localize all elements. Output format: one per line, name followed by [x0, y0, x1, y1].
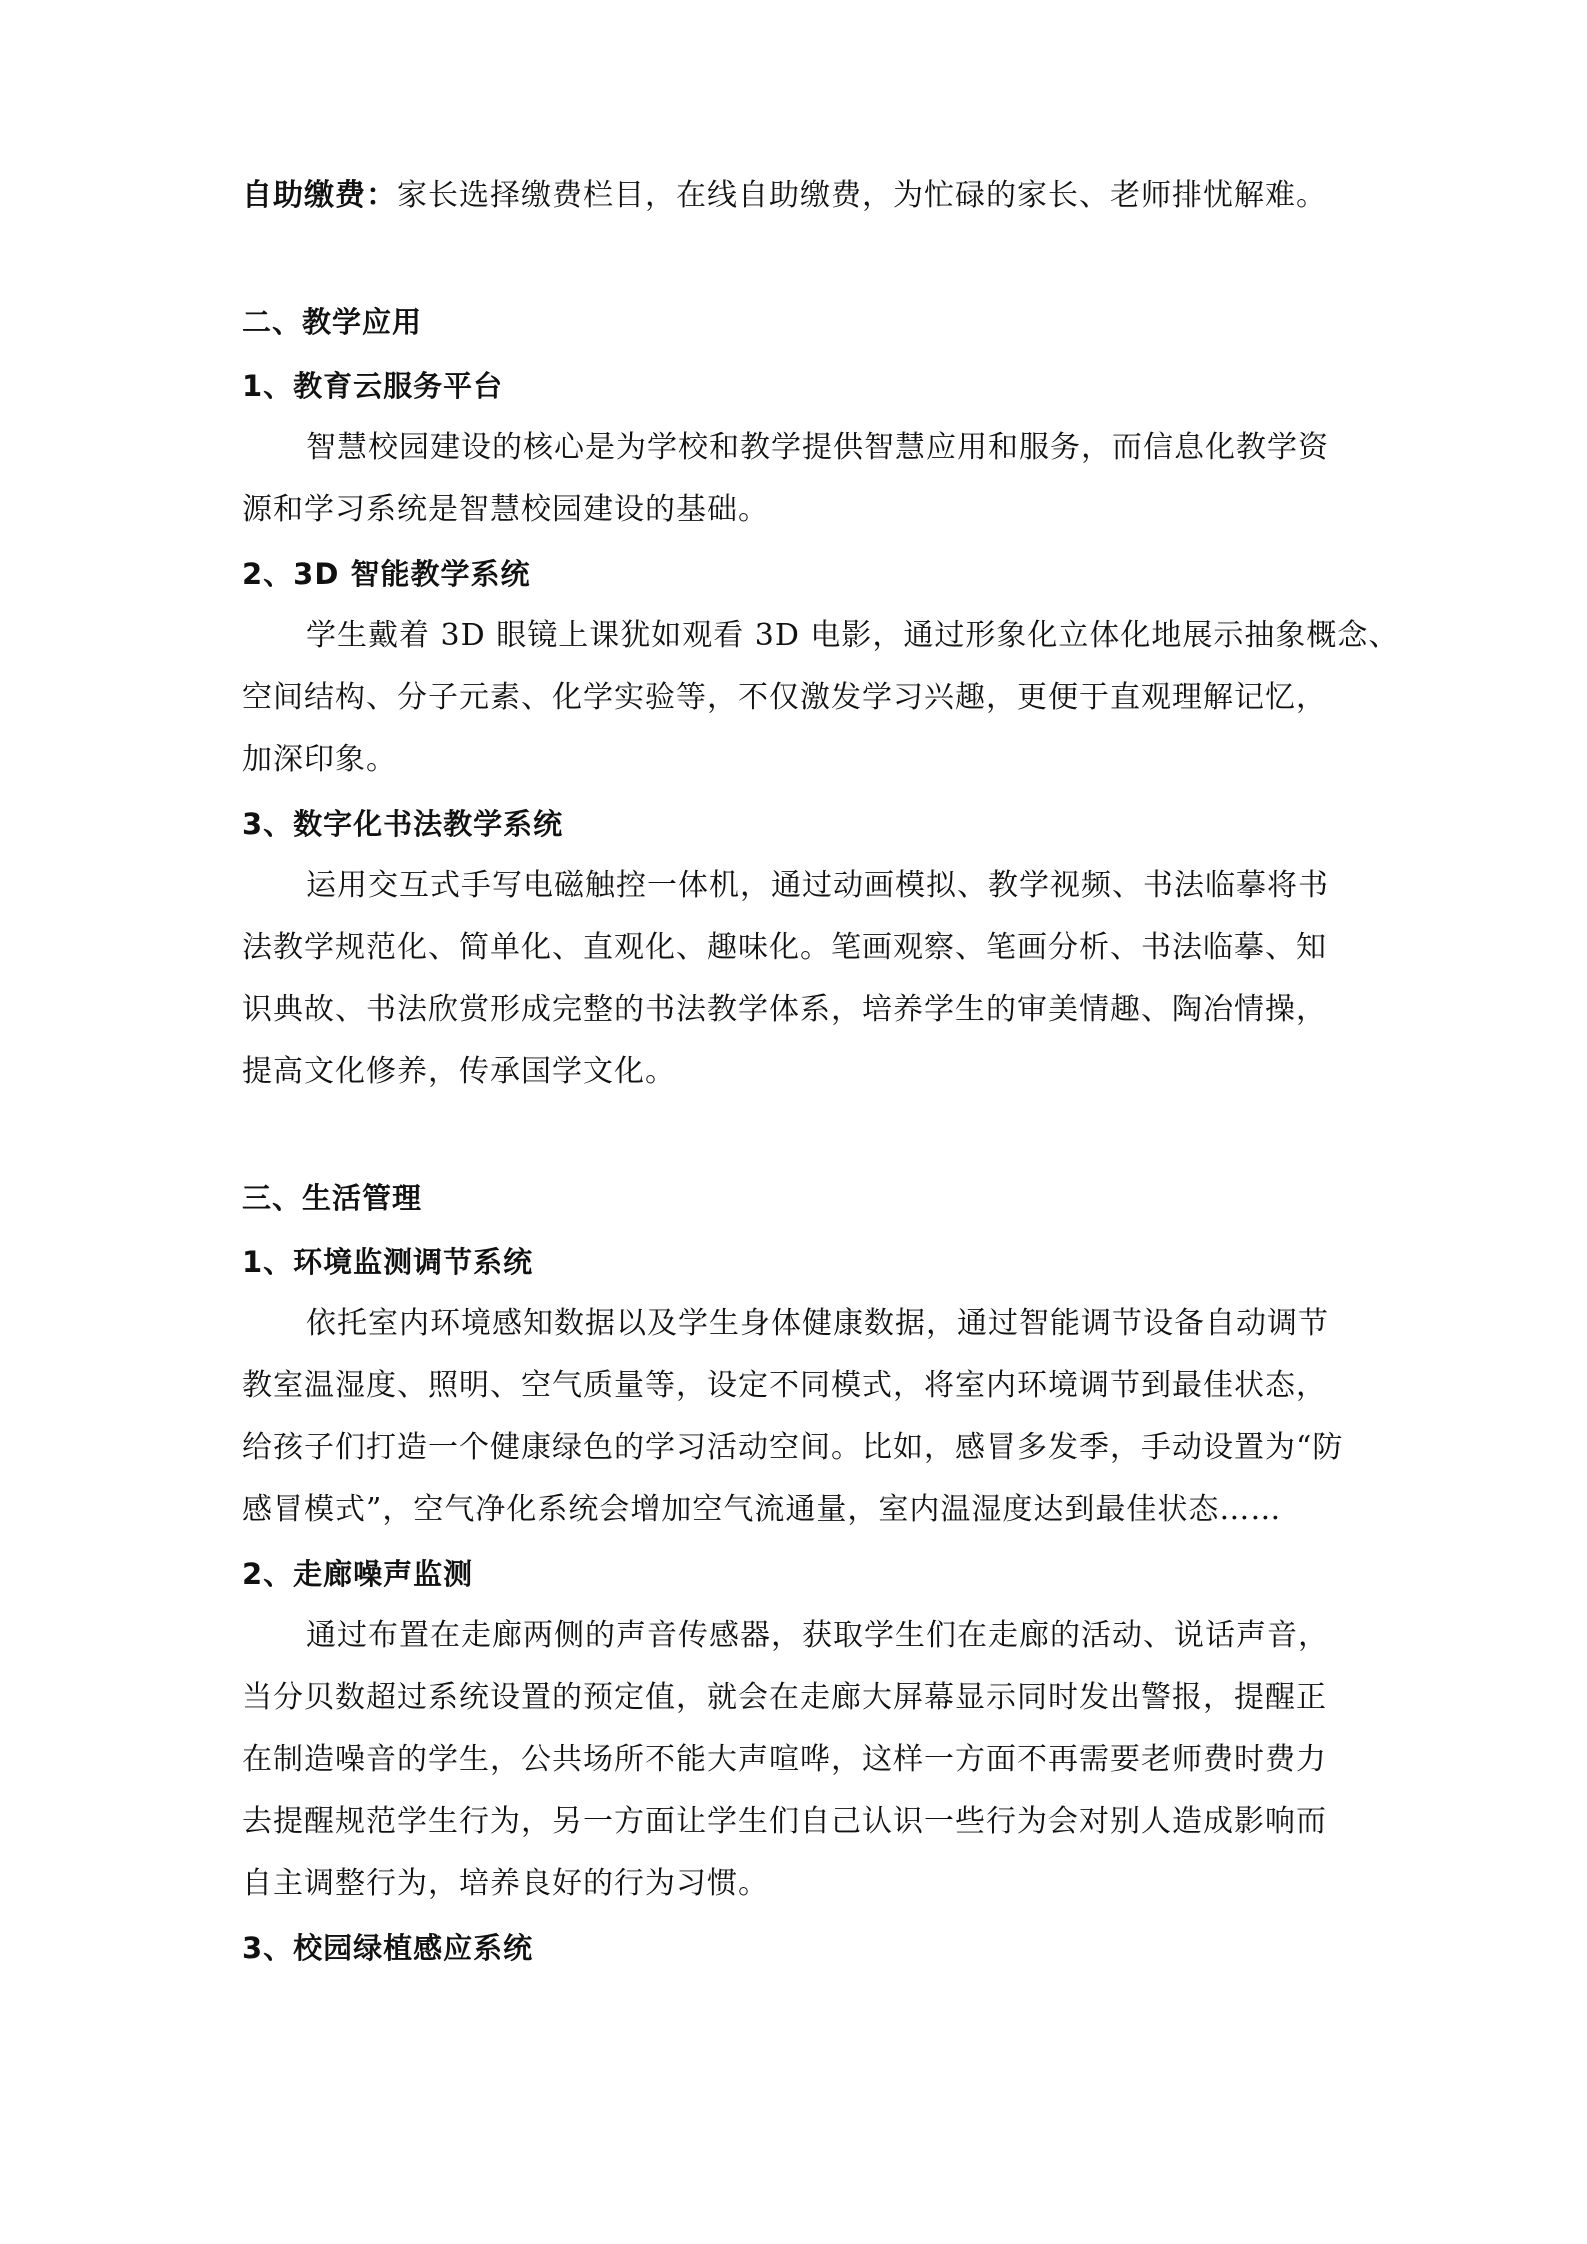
- section-3-item-1-heading: 1、环境监测调节系统: [242, 1245, 534, 1279]
- paragraph-line: 感冒模式”，空气净化系统会增加空气流通量，室内温湿度达到最佳状态……: [242, 1492, 1282, 1527]
- paragraph-line: 运用交互式手写电磁触控一体机，通过动画模拟、教学视频、书法临摹将书: [306, 868, 1329, 903]
- section-2-item-3-heading: 3、数字化书法教学系统: [242, 807, 564, 841]
- paragraph-line: 教室温湿度、照明、空气质量等，设定不同模式，将室内环境调节到最佳状态，: [242, 1368, 1327, 1403]
- paragraph-line: 通过布置在走廊两侧的声音传感器，获取学生们在走廊的活动、说话声音，: [306, 1618, 1329, 1653]
- paragraph-line: 学生戴着 3D 眼镜上课犹如观看 3D 电影，通过形象化立体化地展示抽象概念、: [306, 618, 1400, 653]
- paragraph-line: 加深印象。: [242, 742, 397, 777]
- intro-paragraph: [242, 176, 1327, 216]
- paragraph-line: 提高文化修养，传承国学文化。: [242, 1054, 676, 1089]
- paragraph-line: 识典故、书法欣赏形成完整的书法教学体系，培养学生的审美情趣、陶冶情操，: [242, 992, 1327, 1027]
- paragraph-line: 给孩子们打造一个健康绿色的学习活动空间。比如，感冒多发季，手动设置为“防: [242, 1430, 1344, 1465]
- paragraph-line: 依托室内环境感知数据以及学生身体健康数据，通过智能调节设备自动调节: [306, 1306, 1329, 1341]
- paragraph-line: 空间结构、分子元素、化学实验等，不仅激发学习兴趣，更便于直观理解记忆，: [242, 680, 1327, 715]
- intro-text: 家长选择缴费栏目，在线自助缴费，为忙碌的家长、老师排忧解难。: [397, 178, 1327, 213]
- paragraph-line: 当分贝数超过系统设置的预定值，就会在走廊大屏幕显示同时发出警报，提醒正: [242, 1680, 1327, 1715]
- section-2-item-1-heading: 1、教育云服务平台: [242, 369, 504, 403]
- paragraph-line: 源和学习系统是智慧校园建设的基础。: [242, 492, 769, 527]
- paragraph-line: 去提醒规范学生行为，另一方面让学生们自己认识一些行为会对别人造成影响而: [242, 1804, 1327, 1839]
- section-3-item-3-heading: 3、校园绿植感应系统: [242, 1931, 534, 1965]
- section-3-title: 三、生活管理: [242, 1181, 423, 1215]
- intro-label: 自助缴费：: [242, 178, 397, 213]
- paragraph-line: 法教学规范化、简单化、直观化、趣味化。笔画观察、笔画分析、书法临摹、知: [242, 930, 1327, 965]
- paragraph-line: 自主调整行为，培养良好的行为习惯。: [242, 1866, 769, 1901]
- section-3-item-2-heading: 2、走廊噪声监测: [242, 1557, 474, 1591]
- section-2-item-2-heading: 2、3D 智能教学系统: [242, 557, 531, 591]
- section-2-title: 二、教学应用: [242, 305, 423, 339]
- paragraph-line: 在制造噪音的学生，公共场所不能大声喧哗，这样一方面不再需要老师费时费力: [242, 1742, 1327, 1777]
- paragraph-line: 智慧校园建设的核心是为学校和教学提供智慧应用和服务，而信息化教学资: [306, 430, 1329, 465]
